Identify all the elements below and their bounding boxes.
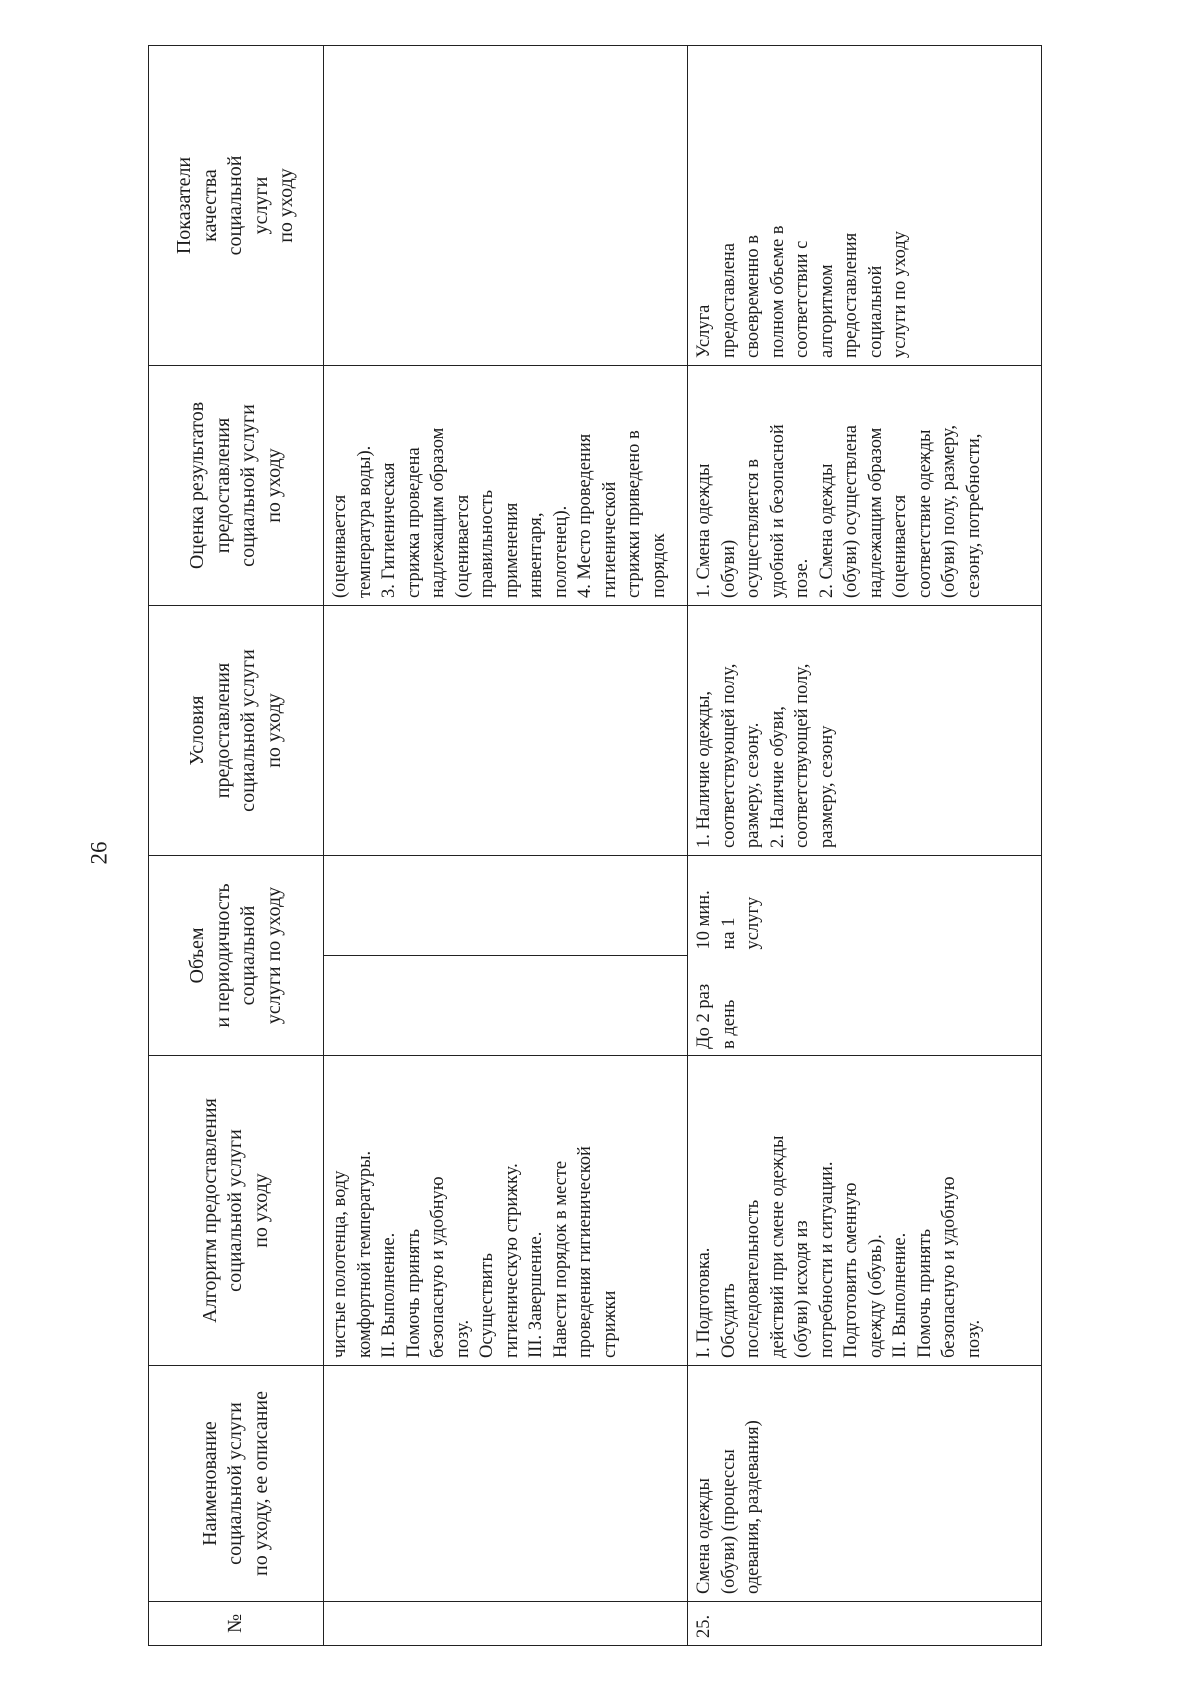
row-frequency: До 2 раз в день — [694, 983, 739, 1049]
row-name: Смена одежды (обуви) (процессы одевания, раздевания) — [688, 1366, 1042, 1602]
header-quality: Показатели качества социальной услуги по уходу — [149, 46, 324, 366]
header-num: № — [149, 1602, 324, 1646]
table-row — [324, 46, 688, 1646]
row-volume — [688, 856, 1042, 1056]
row-conditions — [324, 606, 688, 856]
row-quality — [324, 46, 688, 366]
row-evaluation: (оценивается температура воды). 3. Гигиеническая стрижка проведена надлежащим образом (оценивается правильность применения инвентаря, полотенец). 4. Место проведения гигиенической стрижки приведено в порядок — [324, 366, 688, 606]
row-conditions: 1. Наличие одежды, соответствующей полу, размеру, сезону. 2. Наличие обуви, соответствующей полу, размеру, сезону — [688, 606, 1042, 856]
header-algorithm: Алгоритм предоставления социальной услуги по уходу — [149, 1056, 324, 1366]
row-evaluation: 1. Смена одежды (обуви) осуществляется в удобной и безопасной позе. 2. Смена одежды (обуви) осуществлена надлежащим образом (оценивается соответствие одежды (обуви) полу, размеру, сезону, потребности, — [688, 366, 1042, 606]
row-num — [324, 1602, 688, 1646]
row-algorithm: I. Подготовка. Обсудить последовательность действий при смене одежды (обуви) исходя из потребности и ситуации. Подготовить сменную одежду (обувь). II. Выполнение. Помочь принять безопасную и удобную позу. — [688, 1056, 1042, 1366]
row-volume — [324, 856, 688, 1056]
row-name — [324, 1366, 688, 1602]
header-name: Наименование социальной услуги по уходу, ее описание — [149, 1366, 324, 1602]
services-table — [148, 45, 1042, 1646]
header-row — [149, 46, 324, 1646]
row-duration — [324, 856, 687, 955]
row-num: 25. — [688, 1602, 1042, 1646]
row-duration: 10 мин. на 1 услугу — [694, 890, 763, 950]
table-row — [688, 46, 1042, 1646]
header-evaluation: Оценка результатов предоставления социальной услуги по уходу — [149, 366, 324, 606]
rotated-table-wrapper — [148, 46, 1068, 1646]
row-quality: Услуга предоставлена своевременно в полном объеме в соответствии с алгоритмом предоставления социальной услуги по уходу — [688, 46, 1042, 366]
header-conditions: Условия предоставления социальной услуги по уходу — [149, 606, 324, 856]
header-volume: Объем и периодичность социальной услуги по уходу — [149, 856, 324, 1056]
page-number: 26 — [86, 841, 112, 865]
row-algorithm: чистые полотенца, воду комфортной температуры. II. Выполнение. Помочь принять безопасную и удобную позу. Осуществить гигиеническую стрижку. III. Завершение. Навести порядок в месте проведения гигиенической стрижки — [324, 1056, 688, 1366]
row-frequency — [324, 955, 687, 1055]
